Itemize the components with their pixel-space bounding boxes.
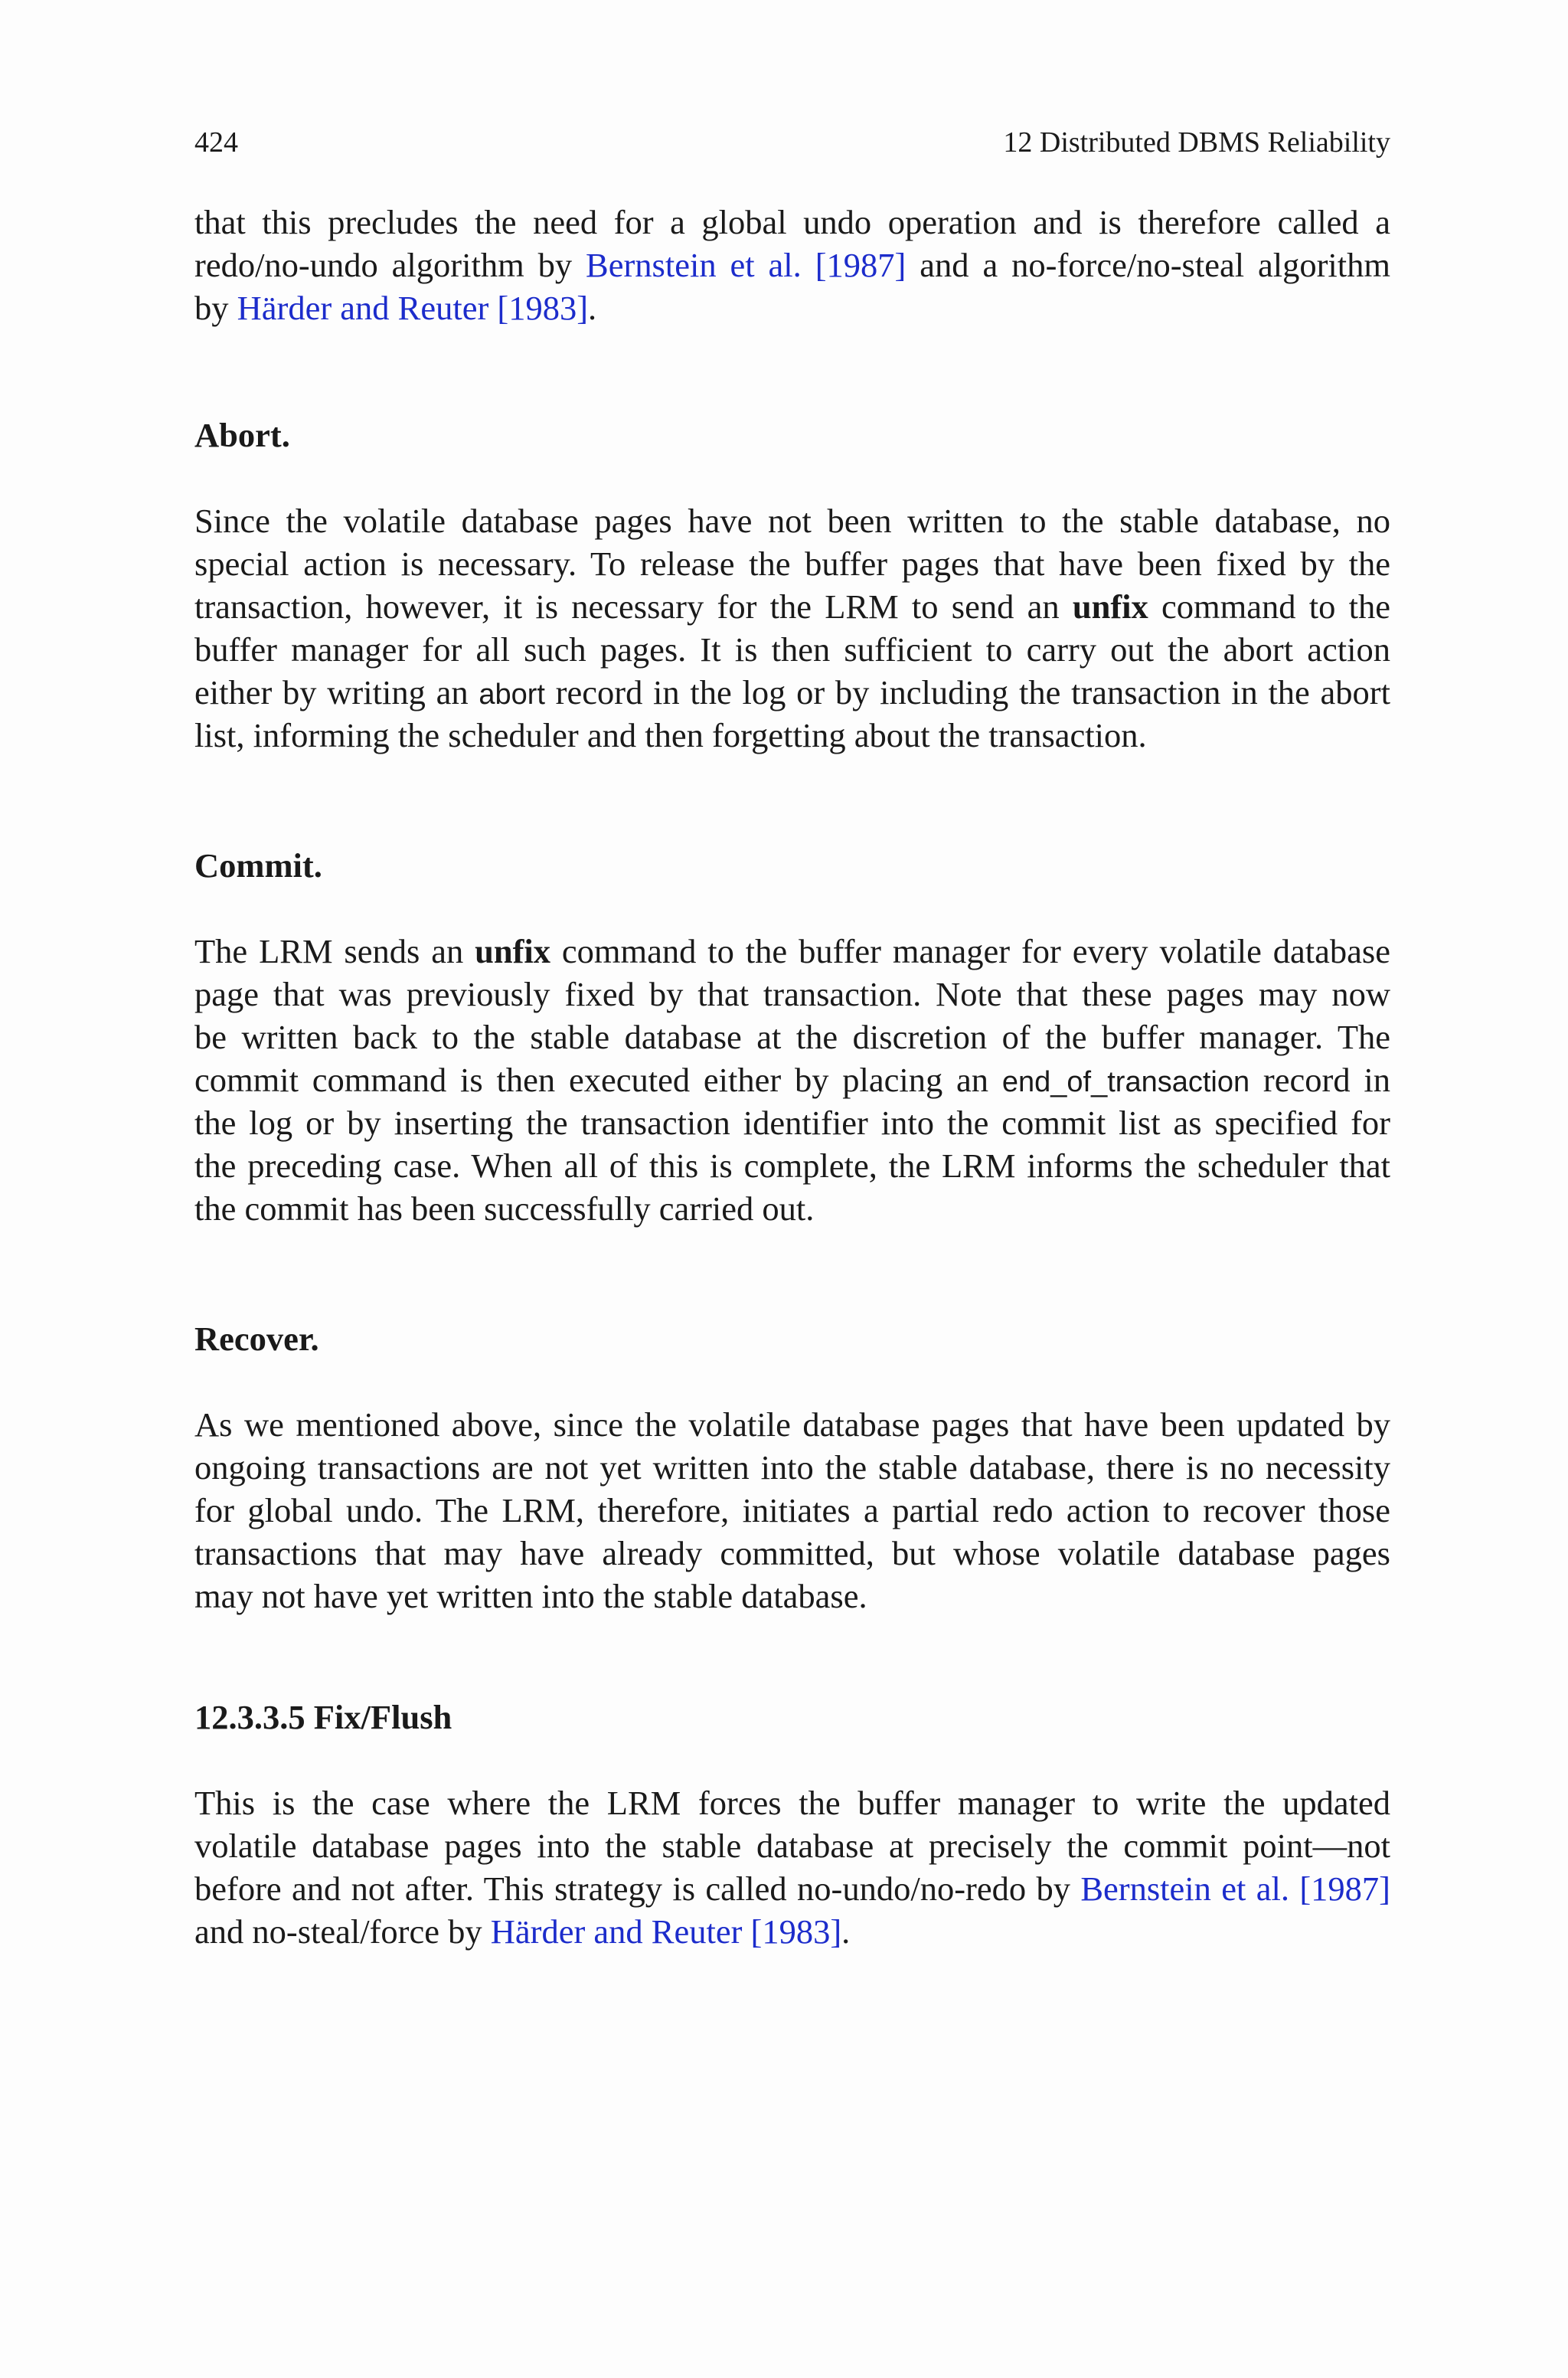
text-line: This is the case where the LRM forces the buffer manager to write the updated (194, 1784, 1390, 1822)
text-line: redo/no-undo algorithm by Bernstein et al. [1987] and a no-force/no-steal algorithm (194, 246, 1391, 284)
abort-code-term: abort (479, 679, 545, 711)
unfix-term: unfix (475, 932, 551, 970)
text-line: transactions that may have already committed, but whose volatile database pages (194, 1534, 1390, 1572)
text-line: ongoing transactions are not yet written into the stable database, there is no necessity (194, 1448, 1390, 1487)
fix-flush-paragraph (194, 1781, 1390, 1953)
text-line: commit command is then executed either by placing an end_of_transaction record in (194, 1061, 1390, 1099)
text-line: by Härder and Reuter [1983]. (194, 289, 597, 327)
text-line: before and not after. This strategy is called no-undo/no-redo by Bernstein et al. [1987] (194, 1869, 1390, 1908)
recover-paragraph (194, 1403, 1390, 1617)
text-line: and no-steal/force by Härder and Reuter [1983]. (194, 1912, 851, 1951)
text-line: be written back to the stable database at the discretion of the buffer manager. The (194, 1018, 1390, 1056)
text-line: list, informing the scheduler and then forgetting about the transaction. (194, 716, 1147, 754)
abort-paragraph (194, 499, 1390, 757)
text-line: special action is necessary. To release the buffer pages that have been fixed by the (194, 545, 1390, 583)
unfix-term: unfix (1072, 587, 1148, 626)
citation-link-bernstein[interactable]: Bernstein et al. [1987] (1080, 1869, 1390, 1908)
text-line: the commit has been successfully carried out. (194, 1189, 815, 1228)
text-line: the preceding case. When all of this is complete, the LRM informs the scheduler that (194, 1146, 1390, 1185)
citation-link-bernstein[interactable]: Bernstein et al. [1987] (586, 246, 906, 284)
commit-paragraph (194, 930, 1390, 1230)
abort-heading: Abort. (194, 416, 290, 454)
intro-paragraph (194, 201, 1390, 329)
text-line: volatile database pages into the stable database at precisely the commit point—not (194, 1827, 1390, 1865)
chapter-title: 12 Distributed DBMS Reliability (1003, 126, 1390, 159)
text-line: Since the volatile database pages have not been written to the stable database, no (194, 502, 1390, 540)
text-line: The LRM sends an unfix command to the buffer manager for every volatile database (194, 932, 1390, 970)
text-line: page that was previously fixed by that transaction. Note that these pages may now (194, 975, 1390, 1013)
text-line: As we mentioned above, since the volatile database pages that have been updated by (194, 1405, 1390, 1444)
commit-heading: Commit. (194, 846, 322, 885)
text-line: buffer manager for all such pages. It is then sufficient to carry out the abort action (194, 630, 1390, 669)
end-of-transaction-code-term: end_of_transaction (1001, 1066, 1250, 1098)
page-number: 424 (194, 126, 238, 159)
text-line: transaction, however, it is necessary for the LRM to send an unfix command to the (194, 587, 1390, 626)
text-line: either by writing an abort record in the log or by including the transaction in the abort (194, 673, 1390, 711)
citation-link-harder[interactable]: Härder and Reuter [1983] (237, 289, 589, 327)
text-line: that this precludes the need for a global undo operation and is therefore called a (194, 203, 1390, 241)
citation-link-harder[interactable]: Härder and Reuter [1983] (490, 1912, 842, 1951)
text-line: for global undo. The LRM, therefore, initiates a partial redo action to recover those (194, 1491, 1390, 1529)
running-head (194, 123, 1390, 162)
recover-heading: Recover. (194, 1320, 319, 1358)
fix-flush-heading: 12.3.3.5 Fix/Flush (194, 1698, 452, 1736)
text-line: the log or by inserting the transaction identifier into the commit list as specified for (194, 1104, 1390, 1142)
text-line: may not have yet written into the stable database. (194, 1577, 867, 1615)
